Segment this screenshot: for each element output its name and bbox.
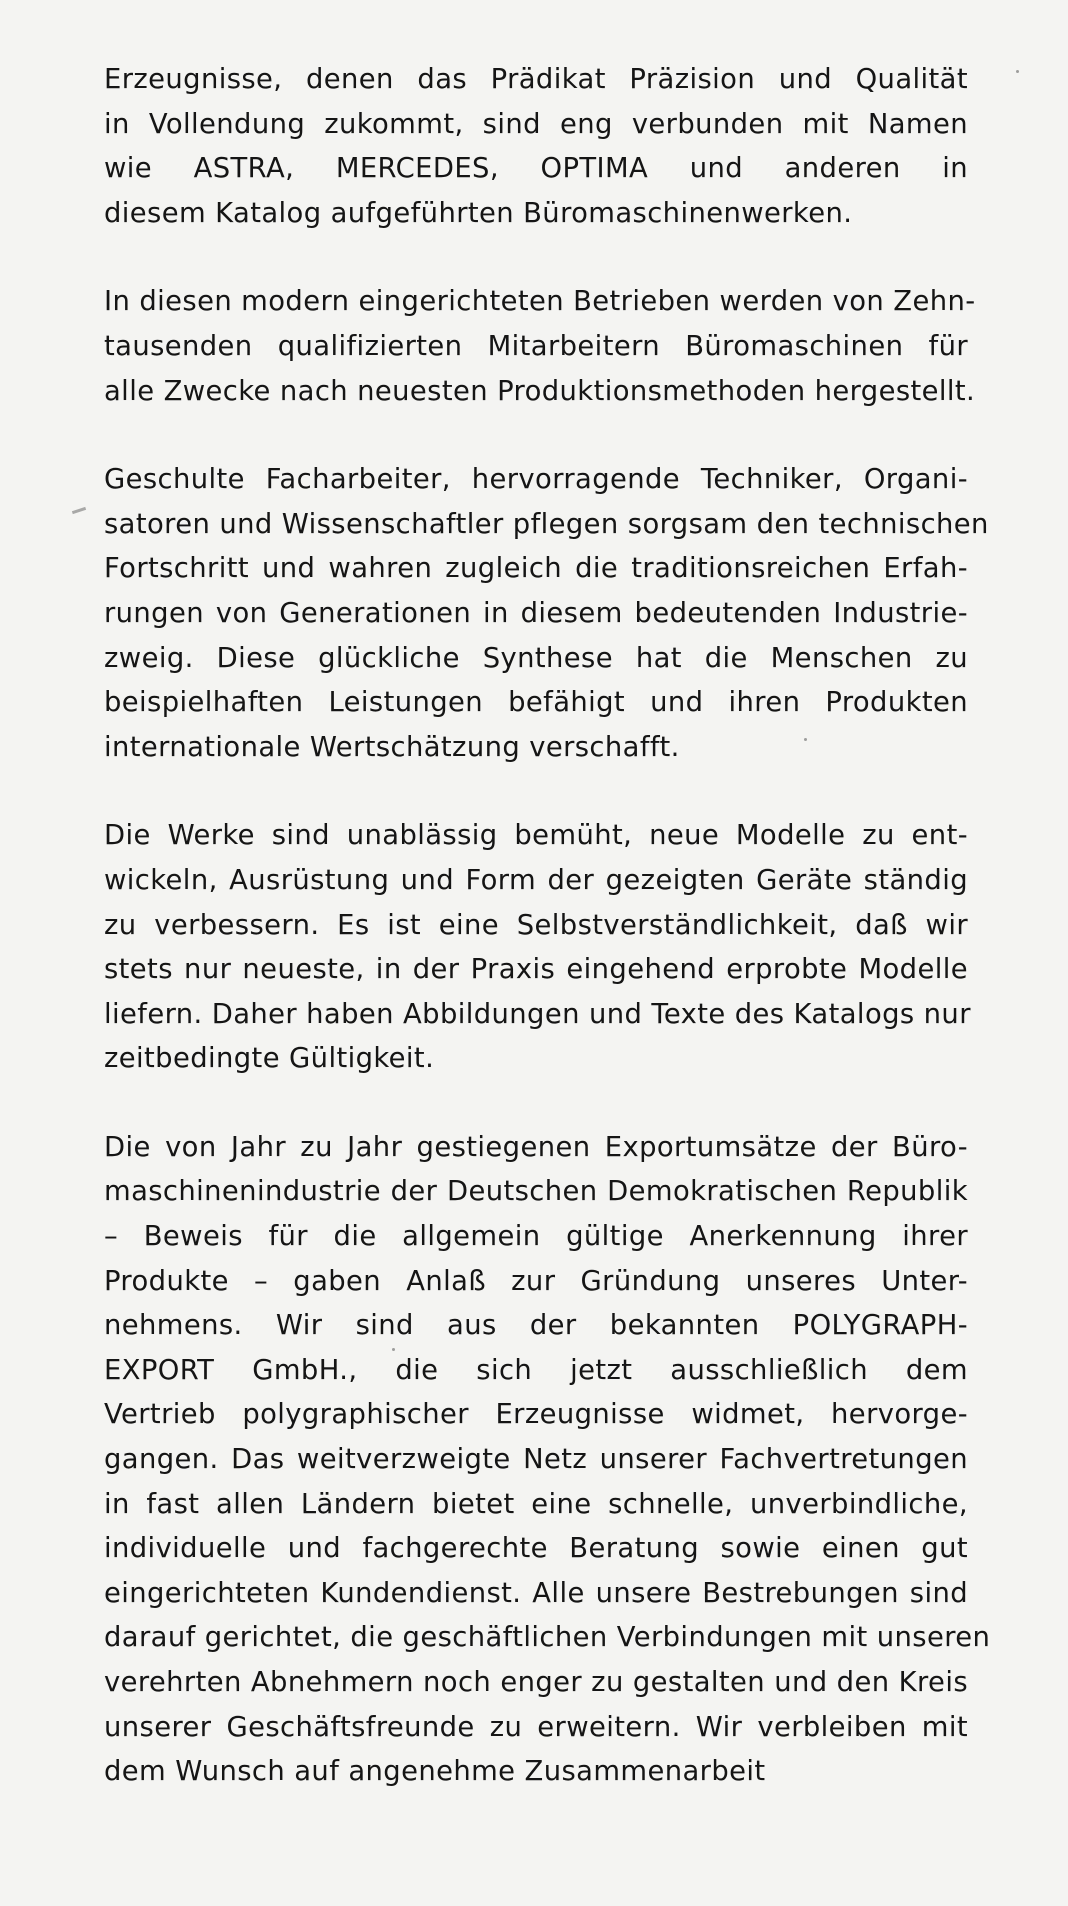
text-line: unserer Geschäftsfreunde zu erweitern. Wir verbleiben mit (104, 1711, 968, 1743)
text-line: nehmens. Wir sind aus der bekannten POLYGRAPH- (104, 1310, 968, 1342)
text-line: maschinenindustrie der Deutschen Demokratischen Republik (104, 1176, 968, 1208)
text-line: liefern. Daher haben Abbildungen und Texte des Katalogs nur (104, 998, 971, 1030)
text-line: in fast allen Ländern bietet eine schnelle, unverbindliche, (104, 1488, 968, 1520)
print-mark (72, 507, 86, 514)
text-line: rungen von Generationen in diesem bedeutenden Industrie- (104, 597, 968, 629)
paragraph-production (104, 280, 976, 414)
paragraph-workforce (104, 458, 989, 770)
text-line: Die Werke sind unablässig bemüht, neue Modelle zu ent- (104, 820, 968, 852)
text-line: beispielhaften Leistungen befähigt und ihren Produkten (104, 687, 968, 719)
text-line: darauf gerichtet, die geschäftlichen Verbindungen mit unseren (104, 1622, 991, 1654)
text-line: In diesen modern eingerichteten Betrieben werden von Zehn- (104, 286, 976, 318)
text-line: – Beweis für die allgemein gültige Anerkennung ihrer (104, 1221, 968, 1253)
text-line: eingerichteten Kundendienst. Alle unsere Bestrebungen sind (104, 1577, 968, 1609)
text-line: Vertrieb polygraphischer Erzeugnisse widmet, hervorge- (104, 1399, 968, 1431)
text-line: zu verbessern. Es ist eine Selbstverständlichkeit, daß wir (104, 909, 968, 941)
text-line: Geschulte Facharbeiter, hervorragende Techniker, Organi- (104, 464, 968, 496)
text-line: internationale Wertschätzung verschafft. (104, 731, 680, 763)
text-line: Die von Jahr zu Jahr gestiegenen Exportumsätze der Büro- (104, 1131, 968, 1163)
paragraph-export (104, 1126, 991, 1795)
body-text (104, 58, 991, 1839)
text-line: dem Wunsch auf angenehme Zusammenarbeit (104, 1756, 766, 1788)
text-line: zweig. Diese glückliche Synthese hat die Menschen zu (104, 642, 968, 674)
text-line: EXPORT GmbH., die sich jetzt ausschließlich dem (104, 1354, 968, 1386)
text-line: alle Zwecke nach neuesten Produktionsmethoden hergestellt. (104, 375, 976, 407)
text-line: satoren und Wissenschaftler pflegen sorgsam den technischen (104, 508, 989, 540)
text-line: tausenden qualifizierten Mitarbeitern Büromaschinen für (104, 330, 968, 362)
text-line: wie ASTRA, MERCEDES, OPTIMA und anderen in (104, 153, 968, 185)
text-line: in Vollendung zukommt, sind eng verbunden mit Namen (104, 108, 968, 140)
text-line: diesem Katalog aufgeführten Büromaschinenwerken. (104, 197, 853, 229)
text-line: individuelle und fachgerechte Beratung sowie einen gut (104, 1533, 968, 1565)
text-line: Fortschritt und wahren zugleich die traditionsreichen Erfah- (104, 553, 968, 585)
text-line: verehrten Abnehmern noch enger zu gestalten und den Kreis (104, 1667, 968, 1698)
paragraph-models (104, 814, 971, 1082)
text-line: Erzeugnisse, denen das Prädikat Präzision und Qualität (104, 64, 968, 95)
text-line: zeitbedingte Gültigkeit. (104, 1043, 435, 1075)
paragraph-intro (104, 58, 968, 236)
text-line: Produkte – gaben Anlaß zur Gründung unseres Unter- (104, 1265, 968, 1297)
text-line: stets nur neueste, in der Praxis eingehend erprobte Modelle (104, 954, 968, 986)
text-line: wickeln, Ausrüstung und Form der gezeigten Geräte ständig (104, 864, 968, 896)
text-line: gangen. Das weitverzweigte Netz unserer Fachvertretungen (104, 1444, 968, 1476)
speck (1016, 70, 1019, 73)
